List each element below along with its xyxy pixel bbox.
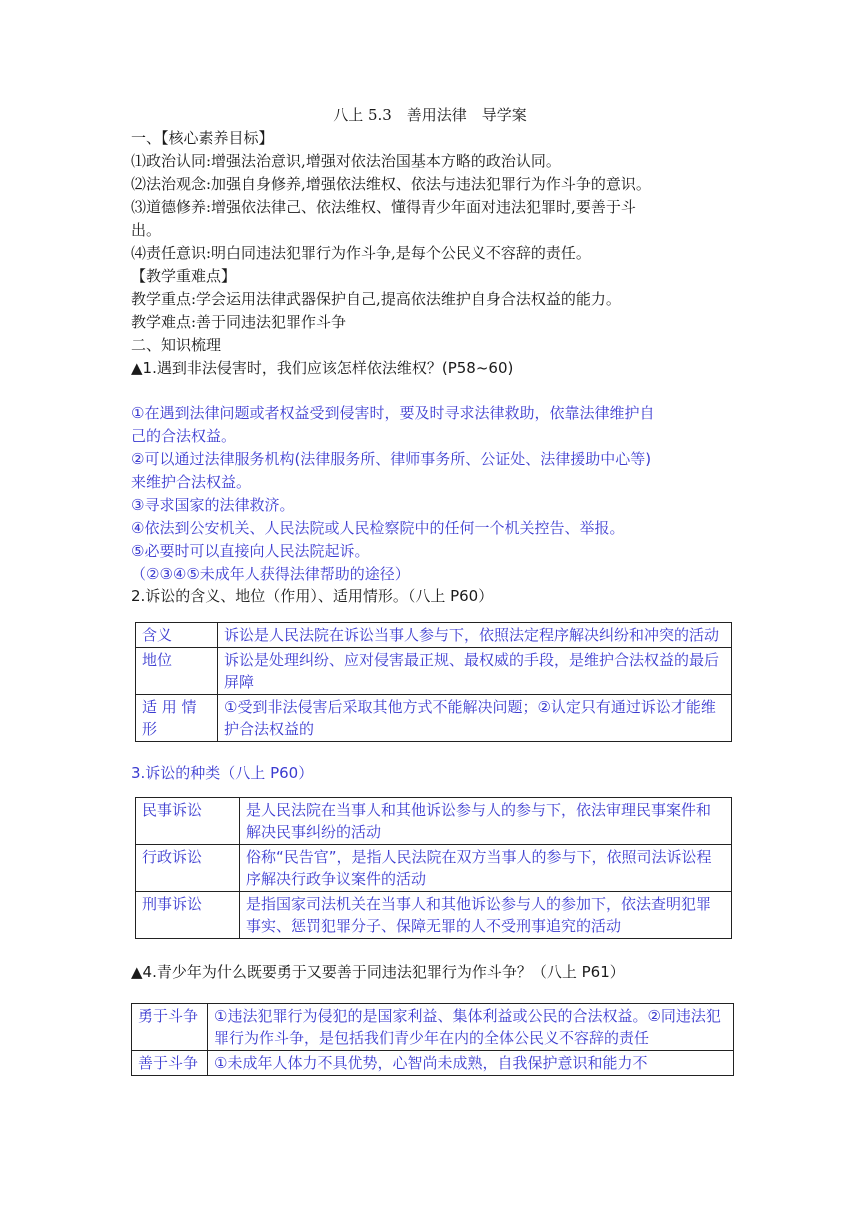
question-2: 2.诉讼的含义、地位（作用）、适用情形。（八上 P60） bbox=[131, 587, 494, 605]
table-row bbox=[132, 1004, 734, 1051]
struggle-table bbox=[131, 1003, 734, 1076]
goal-line: 出。 bbox=[131, 221, 162, 239]
table-row bbox=[136, 892, 732, 939]
row-key: 勇于斗争 bbox=[132, 1004, 208, 1051]
row-key: 含义 bbox=[136, 623, 218, 648]
table-row bbox=[136, 623, 732, 648]
row-value: ①未成年人体力不具优势，心智尚未成熟，自我保护意识和能力不 bbox=[208, 1051, 734, 1076]
answer-line: ①在遇到法律问题或者权益受到侵害时，要及时寻求法律救助，依靠法律维护自 bbox=[131, 404, 655, 422]
row-key: 刑事诉讼 bbox=[136, 892, 240, 939]
difficult-point: 教学难点:善于同违法犯罪作斗争 bbox=[131, 313, 347, 331]
row-key: 地位 bbox=[136, 648, 218, 695]
page-title: 八上 5.3 善用法律 导学案 bbox=[333, 106, 527, 124]
answer-line: ⑤必要时可以直接向人民法院起诉。 bbox=[131, 542, 370, 560]
answer-line: ③寻求国家的法律救济。 bbox=[131, 496, 295, 514]
answer-line: 己的合法权益。 bbox=[131, 427, 237, 445]
goal-line: ⑵法治观念:加强自身修养,增强依法维权、依法与违法犯罪行为作斗争的意识。 bbox=[131, 175, 651, 193]
litigation-definition-table bbox=[135, 622, 732, 742]
question-3: 3.诉讼的种类（八上 P60） bbox=[131, 764, 314, 782]
litigation-types-table bbox=[135, 797, 732, 939]
answer-line: ②可以通过法律服务机构(法律服务所、律师事务所、公证处、法律援助中心等) bbox=[131, 450, 652, 468]
section-heading-key: 【教学重难点】 bbox=[131, 267, 237, 285]
row-value: 是指国家司法机关在当事人和其他诉讼参与人的参加下，依法查明犯罪事实、惩罚犯罪分子、保障无罪的人不受刑事追究的活动 bbox=[240, 892, 732, 939]
row-key: 善于斗争 bbox=[132, 1051, 208, 1076]
row-key: 行政诉讼 bbox=[136, 845, 240, 892]
row-value: ①违法犯罪行为侵犯的是国家利益、集体利益或公民的合法权益。②同违法犯罪行为作斗争，是包括我们青少年在内的全体公民义不容辞的责任 bbox=[208, 1004, 734, 1051]
answer-line: （②③④⑤未成年人获得法律帮助的途径） bbox=[131, 565, 410, 583]
answer-line: 来维护合法权益。 bbox=[131, 473, 252, 491]
question-4: ▲4.青少年为什么既要勇于又要善于同违法犯罪行为作斗争？（八上 P61） bbox=[131, 963, 625, 981]
table-row bbox=[136, 648, 732, 695]
row-value: 诉讼是人民法院在诉讼当事人参与下，依照法定程序解决纠纷和冲突的活动 bbox=[218, 623, 732, 648]
row-value: ①受到非法侵害后采取其他方式不能解决问题；②认定只有通过诉讼才能维护合法权益的 bbox=[218, 695, 732, 742]
row-value: 诉讼是处理纠纷、应对侵害最正规、最权威的手段，是维护合法权益的最后屏障 bbox=[218, 648, 732, 695]
goal-line: ⑶道德修养:增强依法律己、依法维权、懂得青少年面对违法犯罪时,要善于斗 bbox=[131, 198, 636, 216]
row-key: 适 用 情 形 bbox=[136, 695, 218, 742]
table-row bbox=[136, 798, 732, 845]
goal-line: ⑷责任意识:明白同违法犯罪行为作斗争,是每个公民义不容辞的责任。 bbox=[131, 244, 591, 262]
question-1: ▲1.遇到非法侵害时，我们应该怎样依法维权？(P58~60) bbox=[131, 359, 514, 377]
row-key: 民事诉讼 bbox=[136, 798, 240, 845]
key-point: 教学重点:学会运用法律武器保护自己,提高依法维护自身合法权益的能力。 bbox=[131, 290, 621, 308]
table-row bbox=[136, 695, 732, 742]
row-value: 是人民法院在当事人和其他诉讼参与人的参与下，依法审理民事案件和解决民事纠纷的活动 bbox=[240, 798, 732, 845]
answer-line: ④依法到公安机关、人民法院或人民检察院中的任何一个机关控告、举报。 bbox=[131, 519, 625, 537]
table-row bbox=[132, 1051, 734, 1076]
table-row bbox=[136, 845, 732, 892]
row-value: 俗称“民告官”，是指人民法院在双方当事人的参与下，依照司法诉讼程序解决行政争议案件的活动 bbox=[240, 845, 732, 892]
section-heading-knowledge: 二、知识梳理 bbox=[131, 336, 222, 354]
section-heading-goals: 一、【核心素养目标】 bbox=[131, 129, 274, 147]
goal-line: ⑴政治认同:增强法治意识,增强对依法治国基本方略的政治认同。 bbox=[131, 152, 561, 170]
